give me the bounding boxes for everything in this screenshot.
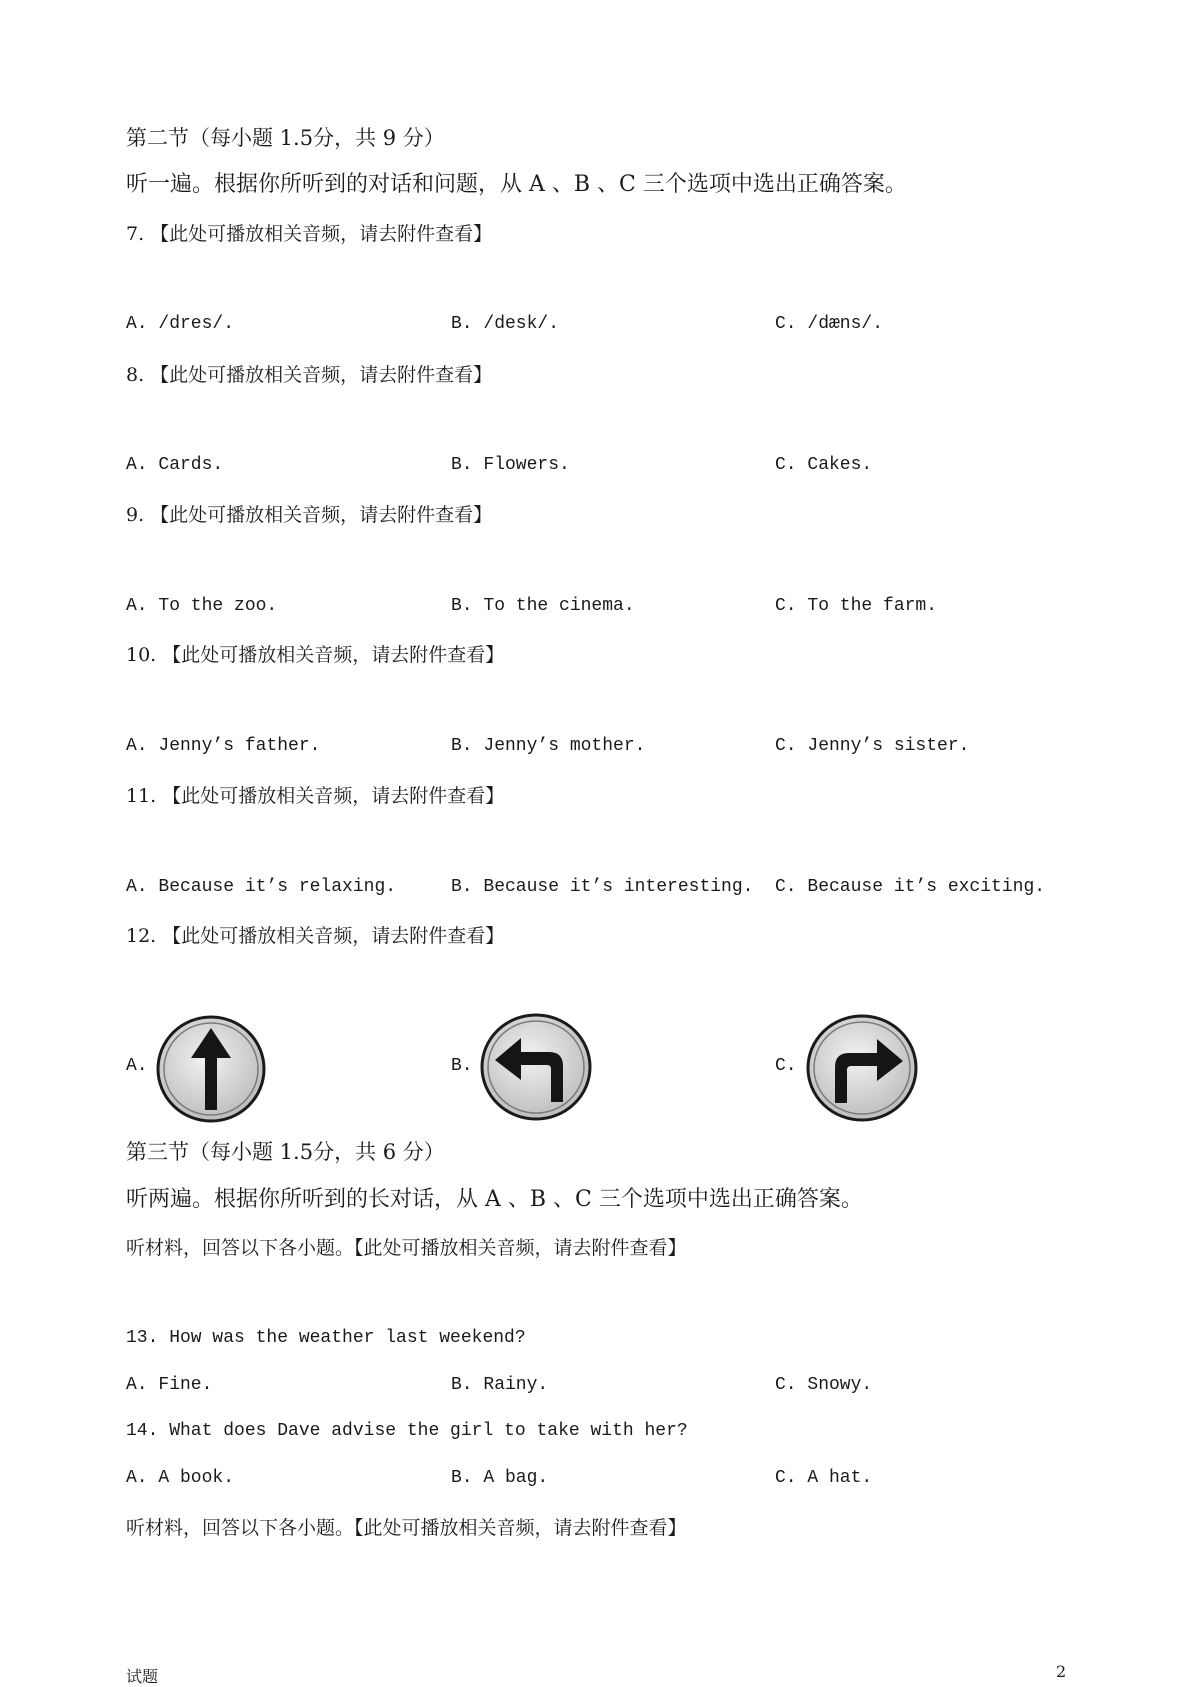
question-10-option-a: A. Jenny’s father. [126, 736, 321, 756]
question-12-prompt: 12. 【此处可播放相关音频，请去附件查看】 [126, 925, 505, 947]
section3-material-1: 听材料，回答以下各小题。【此处可播放相关音频，请去附件查看】 [126, 1237, 687, 1259]
turn-left-arrow-icon [479, 1012, 593, 1122]
question-10-prompt: 10. 【此处可播放相关音频，请去附件查看】 [126, 644, 505, 666]
question-12-option-a: A. [126, 1056, 148, 1076]
question-10-option-b: B. Jenny’s mother. [451, 736, 646, 756]
question-13-option-c: C. Snowy. [775, 1375, 873, 1395]
question-8-option-b: B. Flowers. [451, 455, 570, 475]
question-9-option-b: B. To the cinema. [451, 596, 635, 616]
question-11-prompt: 11. 【此处可播放相关音频，请去附件查看】 [126, 785, 505, 807]
footer-label: 试题 [126, 1667, 159, 1686]
section3-material-2: 听材料，回答以下各小题。【此处可播放相关音频，请去附件查看】 [126, 1517, 687, 1539]
section3-title: 第三节（每小题 1.5分，共 6 分） [126, 1140, 445, 1164]
question-7-prompt: 7. 【此处可播放相关音频，请去附件查看】 [126, 223, 493, 245]
question-9-option-c: C. To the farm. [775, 596, 938, 616]
question-13-prompt: 13. How was the weather last weekend? [126, 1328, 526, 1348]
question-10-option-c: C. Jenny’s sister. [775, 736, 970, 756]
question-13-option-a: A. Fine. [126, 1375, 213, 1395]
question-14-option-a: A. A book. [126, 1468, 235, 1488]
section2-title: 第二节（每小题 1.5分，共 9 分） [126, 126, 445, 150]
question-9-prompt: 9. 【此处可播放相关音频，请去附件查看】 [126, 504, 493, 526]
question-7-option-b: B. /desk/. [451, 314, 560, 334]
question-8-option-c: C. Cakes. [775, 455, 873, 475]
question-14-option-c: C. A hat. [775, 1468, 873, 1488]
question-11-option-b: B. Because it’s interesting. [451, 877, 754, 897]
turn-right-arrow-icon [805, 1013, 919, 1123]
question-13-option-b: B. Rainy. [451, 1375, 549, 1395]
question-14-option-b: B. A bag. [451, 1468, 549, 1488]
question-8-option-a: A. Cards. [126, 455, 224, 475]
question-7-option-a: A. /dres/. [126, 314, 235, 334]
page-number: 2 [1056, 1662, 1067, 1681]
question-7-option-c: C. /dæns/. [775, 314, 884, 334]
question-14-prompt: 14. What does Dave advise the girl to take with her? [126, 1421, 688, 1441]
question-11-option-a: A. Because it’s relaxing. [126, 877, 397, 897]
question-11-option-c: C. Because it’s exciting. [775, 877, 1046, 897]
question-9-option-a: A. To the zoo. [126, 596, 278, 616]
straight-arrow-icon [155, 1014, 267, 1124]
question-8-prompt: 8. 【此处可播放相关音频，请去附件查看】 [126, 364, 493, 386]
question-12-option-c: C. [775, 1056, 797, 1076]
question-12-option-b: B. [451, 1056, 473, 1076]
section3-instruction: 听两遍。根据你所听到的长对话，从 A 、B 、C 三个选项中选出正确答案。 [126, 1187, 863, 1212]
section2-instruction: 听一遍。根据你所听到的对话和问题，从 A 、B 、C 三个选项中选出正确答案。 [126, 172, 907, 197]
